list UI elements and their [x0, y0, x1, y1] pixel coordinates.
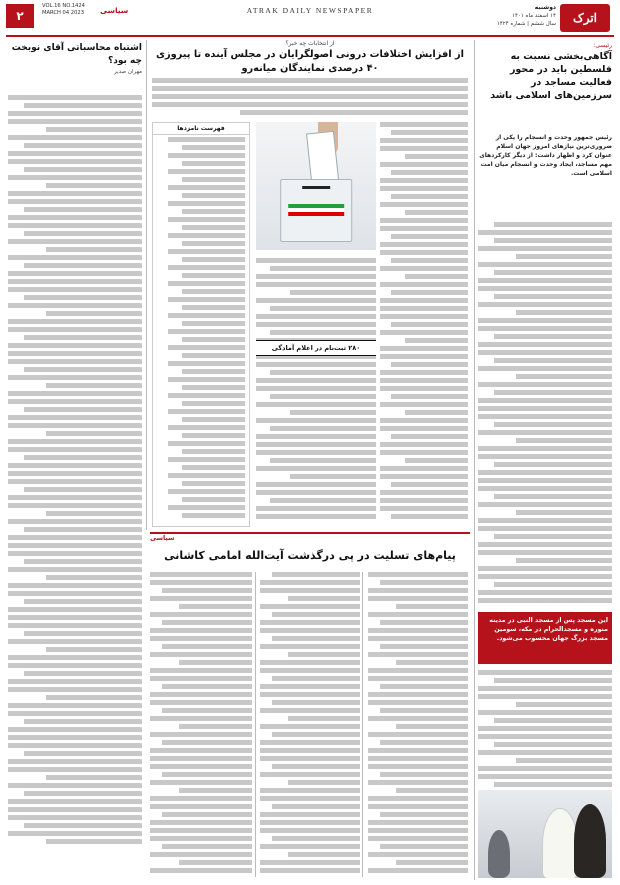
- volume-line: VOL.16 NO.1424: [42, 3, 85, 9]
- left-author: مهران صدیر: [114, 69, 142, 75]
- section-label: سیاسی: [100, 6, 129, 15]
- date-block: [484, 4, 556, 28]
- top-body-col1: [380, 122, 468, 527]
- right-body-text-2: [478, 670, 612, 790]
- photo-figure-bg: [488, 830, 510, 878]
- bottom-headline: پیام‌های تسلیت در پی درگذشت آیت‌الله امامی کاشانی: [164, 549, 456, 562]
- masthead-rule: [6, 35, 614, 37]
- top-subhead: ۲۸۰ ثبت‌نام در اعلام آمادگی: [256, 340, 376, 356]
- left-column-divider: [146, 40, 147, 530]
- weekday: دوشنبه: [534, 4, 556, 11]
- bottom-story-heading: [152, 548, 468, 563]
- ballot-slot: [302, 186, 330, 189]
- left-body-text: [8, 95, 142, 875]
- masthead: [0, 0, 620, 34]
- right-lead: رئیس جمهور وحدت و انسجام را یکی از ضروری‌ترین نیازهای امروز جهان اسلام عنوان کرد و اظهار داشت: از دیگر کارکردهای مهم مساجد، ایجاد وحدت و انسجام میان امت اسلامی است.: [479, 134, 612, 177]
- photo-figure-dark: [574, 804, 606, 878]
- page-number: ۲: [6, 4, 34, 28]
- top-headline: از افزایش اختلافات درونی اصولگرایان در مجلس آینده تا پیروزی ۴۰ درصدی نمایندگان میانه‌رو: [155, 48, 465, 74]
- date-en: MARCH 04 2023: [42, 10, 84, 16]
- candidate-list-title: فهرست نامزدها: [153, 123, 249, 135]
- bottom-body-col3: [150, 572, 252, 880]
- right-body-text: [478, 222, 612, 612]
- top-kicker: از انتخابات چه خبر؟: [285, 40, 335, 47]
- ballot-photo: [256, 122, 376, 250]
- candidate-list-items: [157, 137, 245, 522]
- right-pullquote: این مسجد پس از مسجد النبی در مدینه منوره و مسجدالحرام در مکه، سومین مسجد بزرگ جهان محسوب می‌شود.: [478, 612, 612, 664]
- bottom-section-label: سیاسی: [150, 534, 175, 542]
- newspaper-name: ATRAK DAILY NEWSPAPER: [246, 6, 374, 15]
- photo-figure-white: [542, 808, 578, 878]
- bottom-body-col2: [260, 572, 360, 880]
- column-divider: [474, 40, 475, 880]
- newspaper-logo: اترک: [560, 4, 610, 32]
- top-story-heading: [152, 40, 468, 76]
- ballot-box: [280, 179, 352, 242]
- bottom-body-col1: [368, 572, 468, 880]
- bottom-story-rule: [150, 532, 470, 534]
- date-fa: ۱۴ اسفند ماه ۱۴۰۱: [512, 13, 556, 19]
- volume-block: [42, 3, 97, 17]
- candidate-list-box: [152, 122, 250, 527]
- top-lead-text: [152, 78, 468, 120]
- right-article-heading: [476, 42, 612, 102]
- left-article-heading: [8, 42, 142, 76]
- right-kicker: رئیسی:: [593, 42, 612, 49]
- bottom-col-divider-1: [255, 572, 256, 877]
- date-extra: سال ششم | شماره ۱۴۲۴: [496, 21, 556, 27]
- right-article-photo: [478, 790, 612, 878]
- top-body-col2: [256, 258, 376, 528]
- left-headline: اشتباه محاسباتی آقای نوبخت چه بود؟: [11, 43, 142, 66]
- flag-red-band: [288, 212, 344, 216]
- right-headline: آگاهی‌بخشی نسبت به فلسطین باید در محور فعالیت مساجد در سرزمین‌های اسلامی باشد: [490, 50, 612, 101]
- bottom-col-divider-2: [362, 572, 363, 877]
